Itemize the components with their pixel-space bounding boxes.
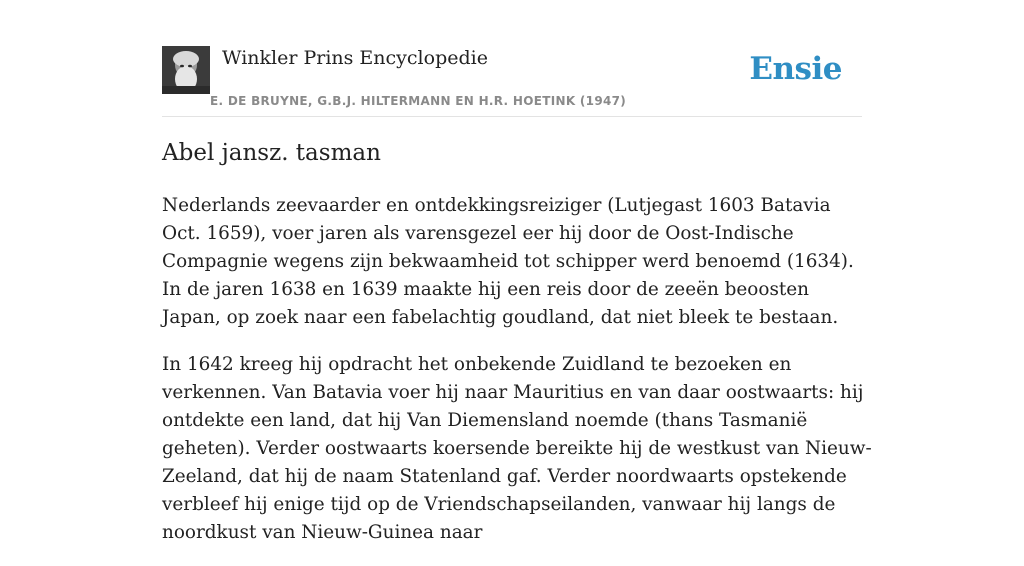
source-title[interactable]: Winkler Prins Encyclopedie [222, 47, 488, 69]
source-header [162, 46, 862, 117]
entry-title: Abel jansz. tasman [162, 140, 381, 166]
source-authors: E. DE BRUYNE, G.B.J. HILTERMANN EN H.R. HOETINK (1947) [210, 94, 627, 108]
entry-paragraph: In 1642 kreeg hij opdracht het onbekende Zuidland te bezoeken en verkennen. Van Batavia voer hij naar Mauritius en van daar oostwaarts: hij ontdekte een land, dat hij Van Diemensland noemde (thans Tasmanië geheten). Verder oostwaarts koersende bereikte hij de westkust van Nieuw-Zeeland, dat hij de naam Statenland gaf. Verder noordwaarts opstekende verbleef hij enige tijd op de Vriendschapseilanden, vanwaar hij langs de noordkust van Nieuw-Guinea naar [162, 354, 872, 543]
entry-body [162, 192, 872, 566]
ensie-logo-link[interactable]: Ensie [749, 51, 842, 87]
author-avatar[interactable] [162, 46, 210, 94]
author-portrait-icon [162, 46, 210, 94]
entry-paragraph: Nederlands zeevaarder en ontdekkingsreiziger (Lutjegast 1603 Batavia Oct. 1659), voer jaren als varensgezel eer hij door de Oost-Indische Compagnie wegens zijn bekwaamheid tot schipper werd benoemd (1634). In de jaren 1638 en 1639 maakte hij een reis door de zeeën beoosten Japan, op zoek naar een fabelachtig goudland, dat niet bleek te bestaan. [162, 195, 854, 328]
